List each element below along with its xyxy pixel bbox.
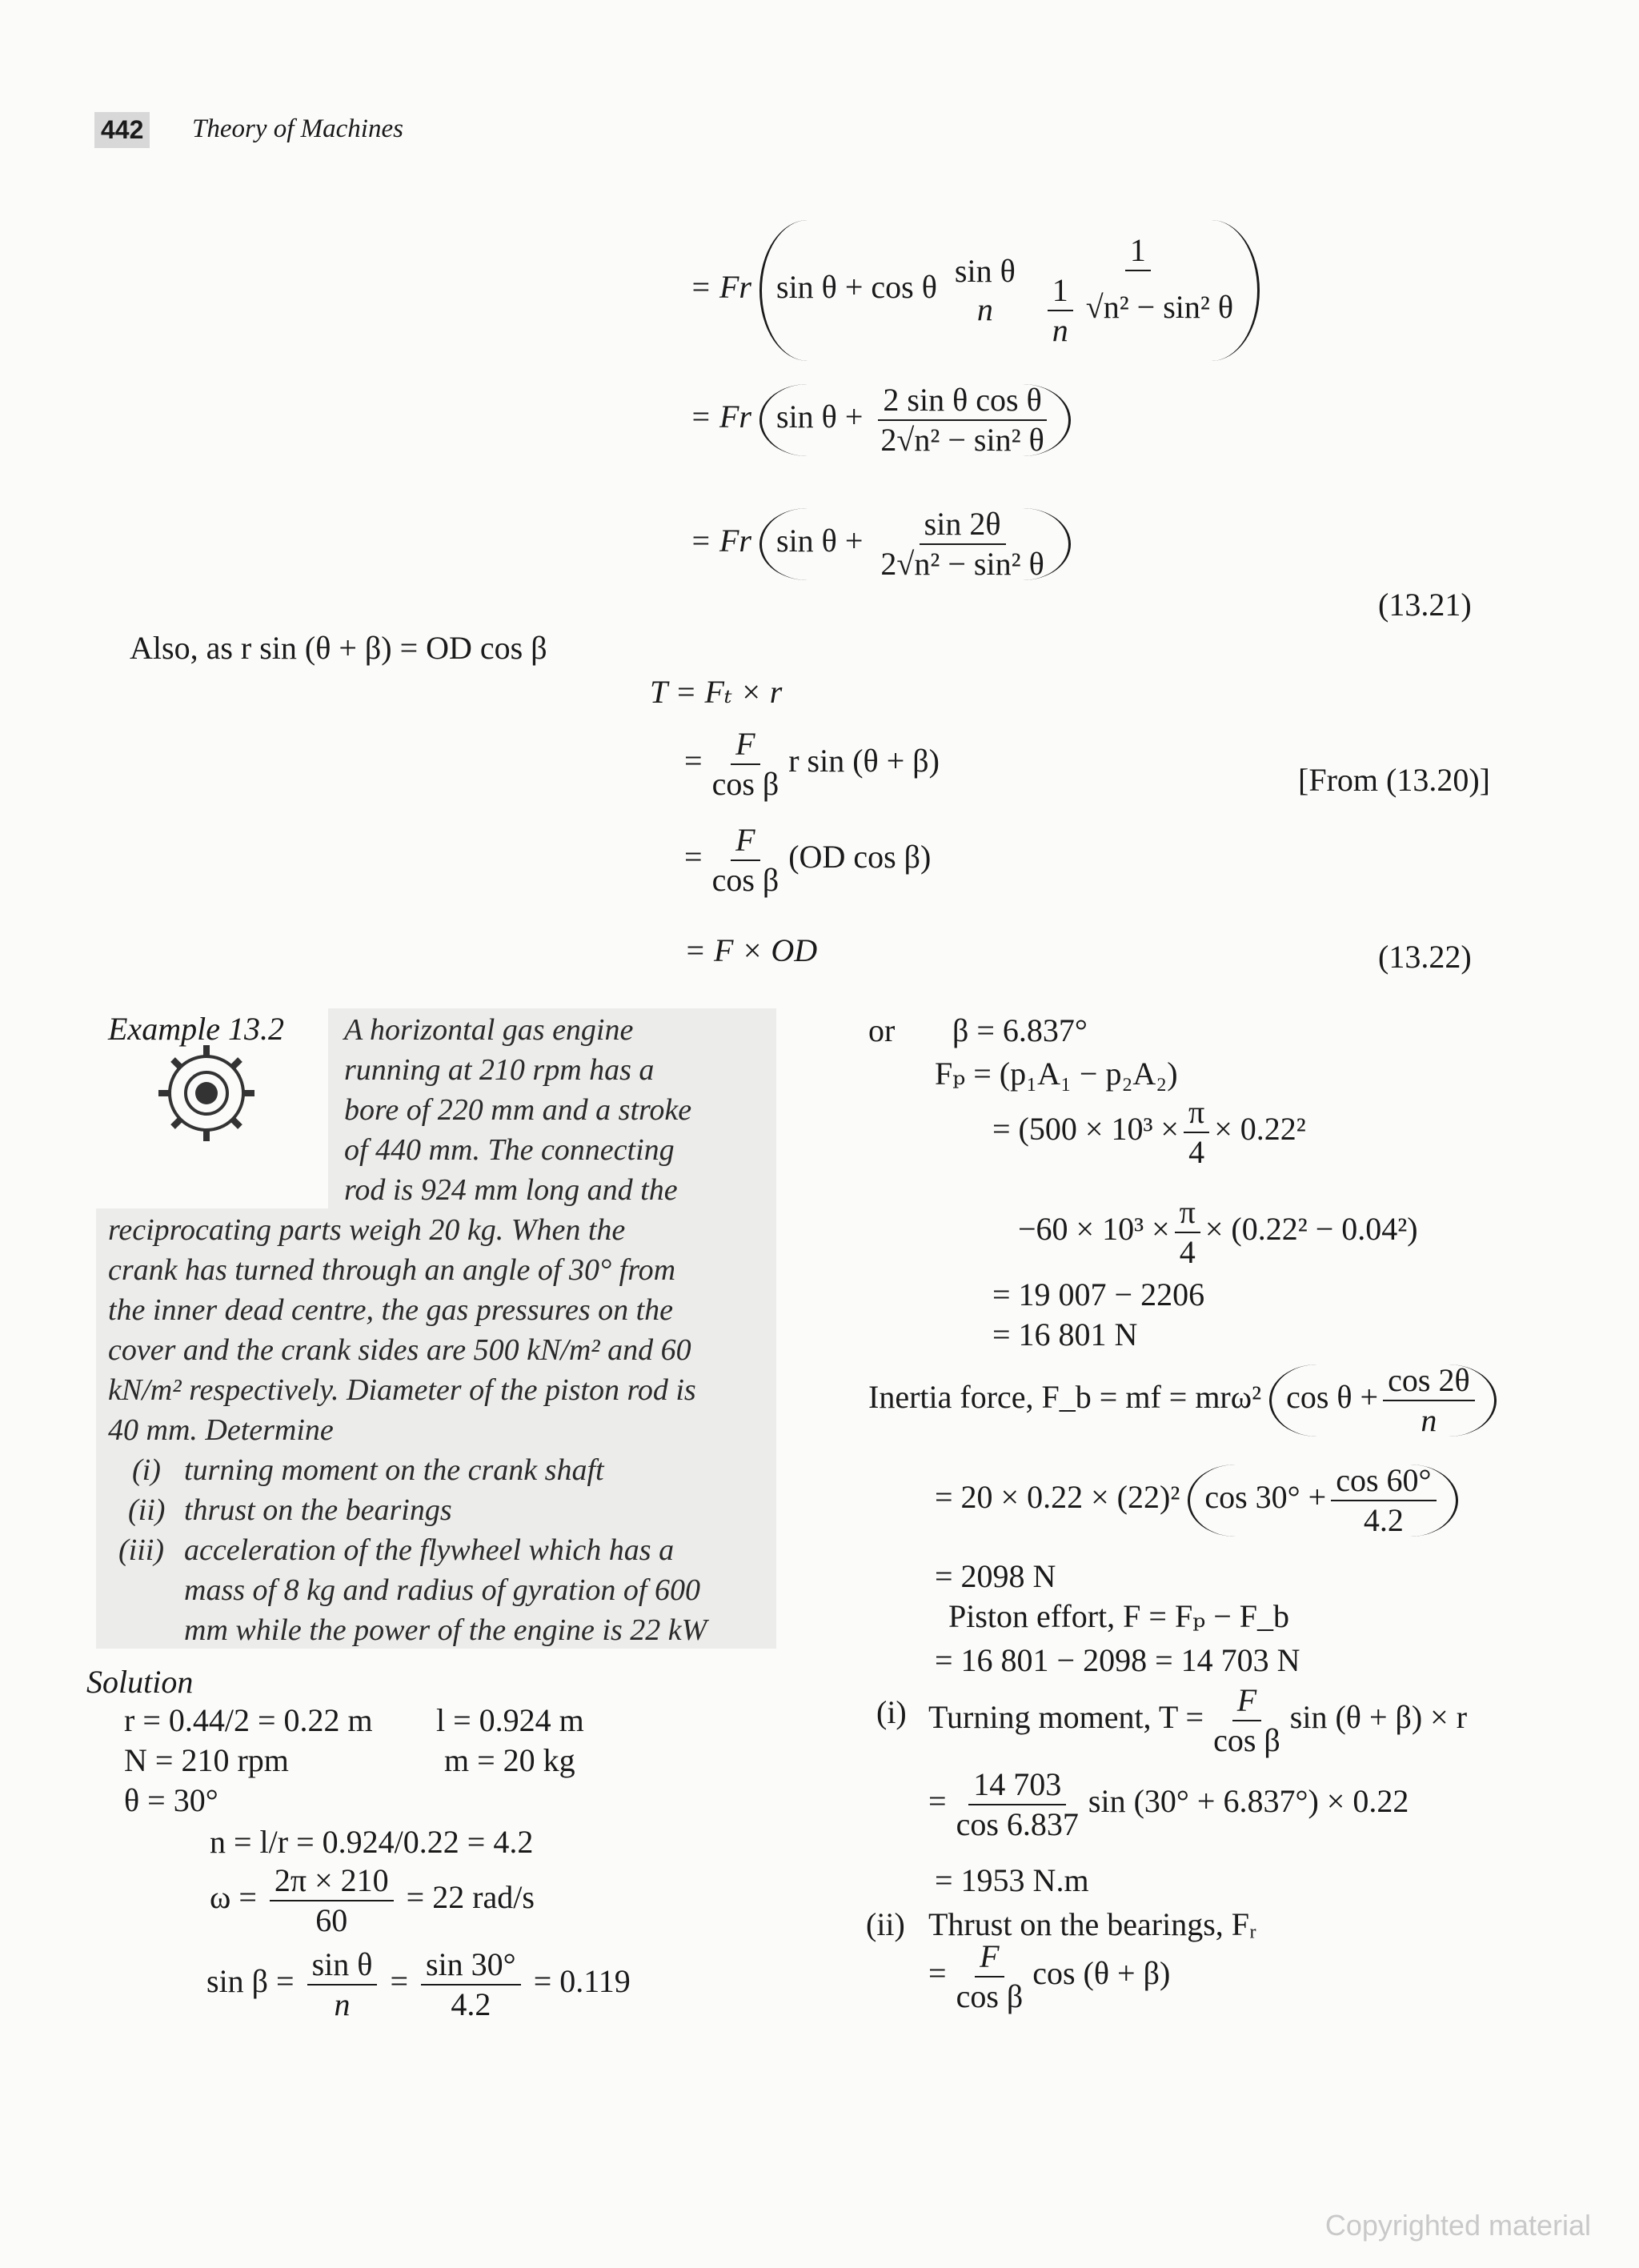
ratio-n: n = l/r = 0.924/0.22 = 4.2 bbox=[210, 1824, 534, 1860]
sin-beta-eq: sin β = $\frac{\text{sin θ}}{n}$ = $\frac{\sin 30^\circ}{4.2}$ = 0.119 bbox=[206, 1946, 631, 2022]
fp-line-2: −60 × 10³ × $\frac{\pi}{4}$ × (0.22² − 0.04²) bbox=[1018, 1194, 1418, 1270]
example-text-1: A horizontal gas engine bbox=[344, 1013, 634, 1047]
or-label: or bbox=[868, 1012, 896, 1048]
item-continuation: mass of 8 kg and radius of gyration of 600 bbox=[184, 1573, 700, 1607]
item-number: (ii) bbox=[128, 1493, 166, 1527]
beta-value: β = 6.837° bbox=[952, 1012, 1088, 1048]
equation-line-2: = Fr sin θ + $\frac{\text{2 sin θ cos θ}}{\text{2√n² − sin² θ}}$ bbox=[690, 384, 1071, 456]
equation-line-1: = Fr sin θ + cos θ sin θ n 1 $\frac{1}{n}$ √n² − sin² θ bbox=[690, 220, 1260, 361]
example-text-11: 40 mm. Determine bbox=[108, 1413, 334, 1447]
turning-moment-number: (i) bbox=[876, 1694, 907, 1730]
example-text-6: reciprocating parts weigh 20 kg. When the bbox=[108, 1213, 626, 1247]
inertia-force: Inertia force, F_b = mf = mrω² cos θ + $\frac{\cos 2\theta}{n}$ bbox=[868, 1364, 1497, 1437]
reference: [From (13.20)] bbox=[1298, 762, 1490, 798]
torque-line-2: = $\frac{F}{\text{cos β}}$ r sin (θ + β) bbox=[684, 726, 940, 802]
given-l: l = 0.924 m bbox=[436, 1702, 584, 1738]
equation-number: (13.21) bbox=[1378, 587, 1472, 623]
fp-line-4: = 16 801 N bbox=[992, 1316, 1138, 1352]
example-text-7: crank has turned through an angle of 30° from bbox=[108, 1253, 676, 1287]
turning-moment-eq: Turning moment, T = $\frac{F}{\text{cos β}}$ sin (θ + β) × r bbox=[928, 1682, 1468, 1758]
torque-line-1: T = Fₜ × r bbox=[650, 674, 783, 710]
example-text-2: running at 210 rpm has a bbox=[344, 1053, 655, 1087]
page-number: 442 bbox=[94, 112, 150, 148]
turning-moment-result: = 1953 N.m bbox=[935, 1862, 1089, 1898]
example-text-9: cover and the crank sides are 500 kN/m² and 60 bbox=[108, 1333, 691, 1367]
torque-line-4: = F × OD bbox=[684, 932, 818, 968]
turning-moment-line-2: = $\frac{14 703}{\cos 6.837}$ sin (30° + 6.837°) × 0.22 bbox=[928, 1766, 1409, 1842]
fp-line-3: = 19 007 − 2206 bbox=[992, 1276, 1205, 1312]
also-text: Also, as r sin (θ + β) = OD cos β bbox=[130, 630, 547, 666]
thrust-label: Thrust on the bearings, Fᵣ bbox=[928, 1906, 1257, 1942]
example-text-4: of 440 mm. The connecting bbox=[344, 1133, 675, 1167]
item-text: thrust on the bearings bbox=[184, 1493, 452, 1527]
given-r: r = 0.44/2 = 0.22 m bbox=[124, 1702, 373, 1738]
inertia-line-2: = 20 × 0.22 × (22)² cos 30° + $\frac{\cos 60^\circ}{4.2}$ bbox=[935, 1465, 1458, 1537]
example-text-3: bore of 220 mm and a stroke bbox=[344, 1093, 692, 1127]
example-label: Example 13.2 bbox=[108, 1011, 284, 1047]
example-text-5: rod is 924 mm long and the bbox=[344, 1173, 678, 1207]
solution-label: Solution bbox=[86, 1664, 194, 1700]
omega-eq: ω = $\frac{2\pi \times 210}{60}$ = 22 rad/s bbox=[210, 1862, 535, 1938]
item-text: acceleration of the flywheel which has a bbox=[184, 1533, 675, 1567]
gear-icon bbox=[142, 1037, 270, 1149]
fp-line-1: = (500 × 10³ × $\frac{\pi}{4}$ × 0.22² bbox=[992, 1094, 1306, 1170]
fp-def: Fₚ = (p₁A₁ − p₂A₂) bbox=[935, 1056, 1178, 1092]
equation-line-3: = Fr sin θ + $\frac{\sin 2\theta}{\text{2√n² − sin² θ}}$ bbox=[690, 508, 1071, 580]
given-theta: θ = 30° bbox=[124, 1782, 218, 1818]
thrust-number: (ii) bbox=[866, 1906, 905, 1942]
equation-number: (13.22) bbox=[1378, 939, 1472, 975]
item-text: turning moment on the crank shaft bbox=[184, 1453, 604, 1487]
example-text-8: the inner dead centre, the gas pressures on the bbox=[108, 1293, 674, 1327]
item-continuation: mm while the power of the engine is 22 kW bbox=[184, 1613, 707, 1647]
example-text-10: kN/m² respectively. Diameter of the piston rod is bbox=[108, 1373, 696, 1407]
watermark: Copyrighted material bbox=[1324, 2209, 1591, 2242]
item-number: (iii) bbox=[118, 1533, 164, 1567]
item-number: (i) bbox=[132, 1453, 161, 1487]
piston-effort-value: = 16 801 − 2098 = 14 703 N bbox=[935, 1642, 1300, 1678]
inertia-result: = 2098 N bbox=[935, 1558, 1056, 1594]
thrust-eq: = $\frac{F}{\text{cos β}}$ cos (θ + β) bbox=[928, 1938, 1171, 2014]
given-n: N = 210 rpm bbox=[124, 1742, 289, 1778]
running-title: Theory of Machines bbox=[192, 114, 403, 143]
torque-line-3: = $\frac{F}{\text{cos β}}$ (OD cos β) bbox=[684, 822, 932, 898]
given-m: m = 20 kg bbox=[444, 1742, 575, 1778]
piston-effort: Piston effort, F = Fₚ − F_b bbox=[948, 1598, 1289, 1634]
